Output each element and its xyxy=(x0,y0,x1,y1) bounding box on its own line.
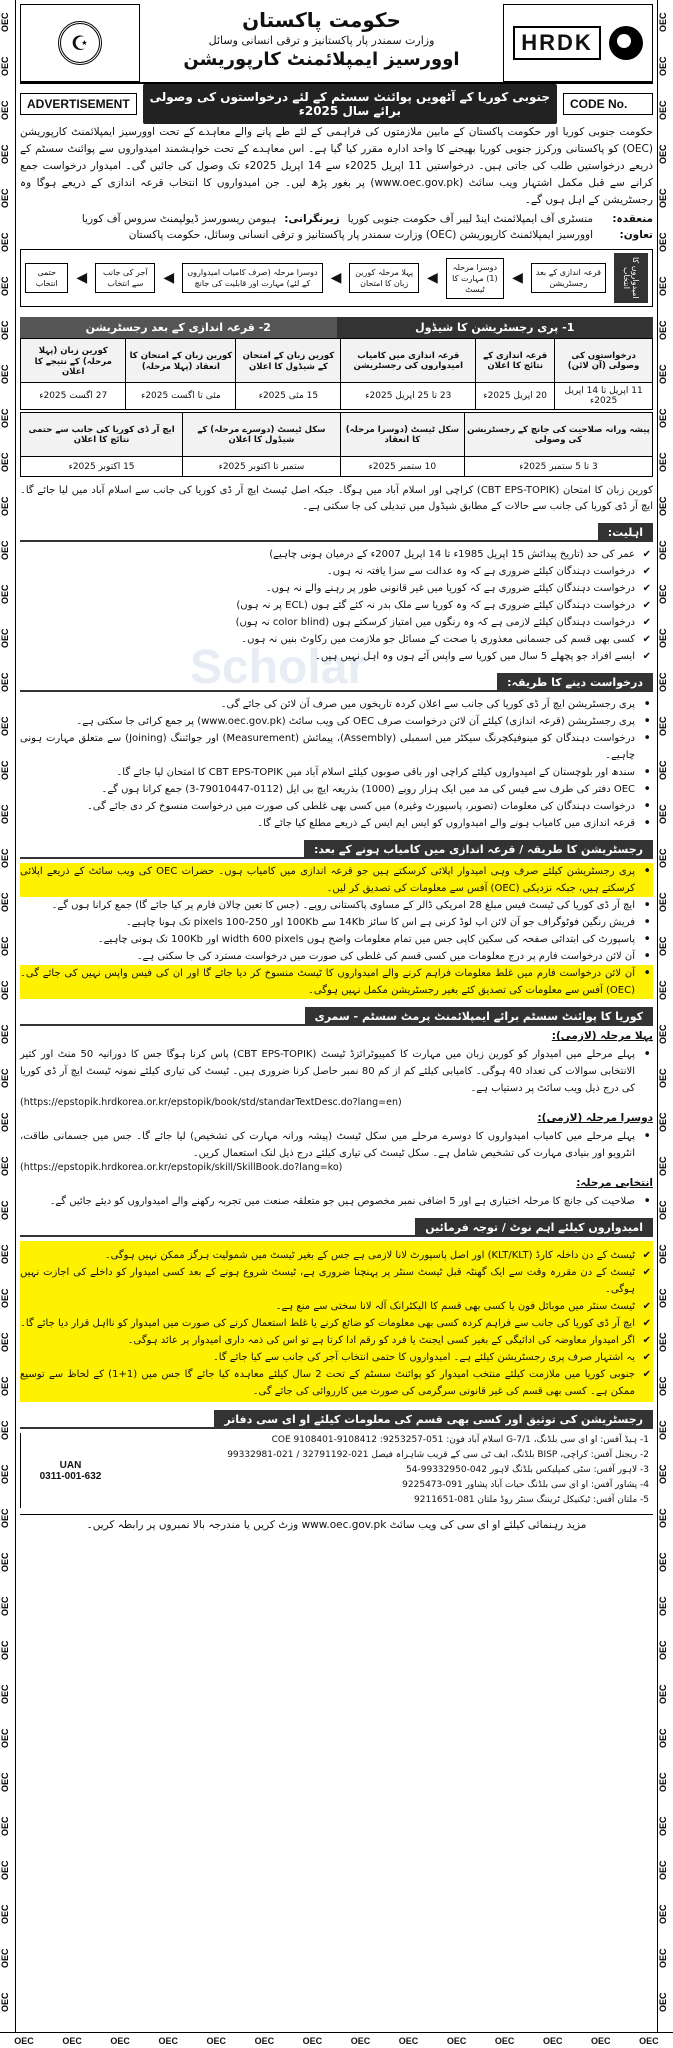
oec-border-label: OEC xyxy=(658,1904,668,1924)
oec-border-label: OEC xyxy=(0,496,10,516)
oec-border-label: OEC xyxy=(658,1376,668,1396)
flow-step: پہلا مرحلہ کورین زبان کا امتحان xyxy=(349,263,419,293)
oec-border-label: OEC xyxy=(658,1420,668,1440)
section-title: کوریا کا پوائنٹ سسٹم برائے ایمپلائمنٹ پرمٹ سسٹم - سمری xyxy=(305,1007,653,1026)
table-cell: 10 ستمبر 2025ء xyxy=(340,457,464,477)
oec-border-label: OEC xyxy=(0,760,10,780)
oec-border-label: OEC xyxy=(398,2035,419,2046)
oec-border-label: OEC xyxy=(302,2035,323,2046)
section-title: رجسٹریشن کا طریقہ / قرعہ اندازی میں کامیاب ہونے کے بعد: xyxy=(304,840,653,859)
section-offices xyxy=(20,1410,653,1429)
table-cell: 11 اپریل تا 14 اپریل 2025ء xyxy=(555,383,653,410)
ministry-name: وزارت سمندر پار پاکستانیز و ترقی انسانی وسائل xyxy=(208,34,435,47)
intro-text: حکومت جنوبی کوریا اور حکومت پاکستان کے مابین ملازمتوں کی فراہمی کے لئے طے پانے والے معاہدے کے تحت اوورسیز ایمپلائمنٹ کارپوریشن (OEC) کو پاکستانی ورکرز جنوبی کوریا بھیجنے کا واحد ادارہ مقرر کیا گیا ہے۔ اس معاہدے کے تحت خواہشمند امیدواروں سے پوائنٹ سسٹم کے ذریعے درخواستیں طلب کی جاتی ہیں۔ درخواستیں 11 اپریل 2025ء سے 14 اپریل 2025ء تک وصول کی جائیں گی۔ امیدوار درخواست جمع کرانے سے قبل مکمل اشتہار ویب سائٹ xyxy=(20,126,654,189)
oec-border-label: OEC xyxy=(0,1112,10,1132)
list-item: • صلاحیت کی جانچ کا مرحلہ اختیاری ہے اور 5 اضافی نمبر مخصوص ہیں جو متعلقہ صنعت میں تجربہ رکھنے والے امیدواروں کو دیئے جائیں گے۔ xyxy=(20,1193,653,1210)
oec-border-label: OEC xyxy=(658,320,668,340)
intro-url-link[interactable]: www.oec.gov.pk xyxy=(374,177,460,189)
offices-block xyxy=(20,1433,653,1508)
table-cell: 23 تا 25 اپریل 2025ء xyxy=(341,383,476,410)
oec-border-label: OEC xyxy=(0,1464,10,1484)
table-row xyxy=(21,383,653,410)
important-list xyxy=(20,1247,653,1400)
list-item: ✔ ٹیسٹ سنٹر میں موبائل فون یا کسی بھی قسم کا الیکٹرانک آلہ لانا سختی سے منع ہے۔ xyxy=(20,1298,653,1315)
list-item: ✔ اگر امیدوار معاوضہ کی ادائیگی کے بغیر کسی ایجنٹ یا فرد کو رقم ادا کرتا ہے تو اس کی ذمہ داری امیدوار پر عائد ہوگی۔ xyxy=(20,1332,653,1349)
oec-border-label: OEC xyxy=(0,892,10,912)
list-item: • پری رجسٹریشن (قرعہ اندازی) کیلئے آن لائن درخواست صرف OEC کی ویب سائٹ (www.oec.gov.pk) پر جمع کرائی جا سکتی ہے۔ xyxy=(20,713,653,730)
oec-border-label: OEC xyxy=(658,936,668,956)
list-item: ✔ درخواست دہندگان کیلئے لازمی ہے کہ وہ رنگوں میں امتیاز کرسکتے ہوں (color blind نہ ہوں) xyxy=(20,614,653,631)
flow-step: آجر کی جانب سے انتخاب xyxy=(95,263,155,293)
uan-label: UAN xyxy=(59,1459,82,1471)
section-eligibility xyxy=(20,523,653,542)
watermark: Scholar xyxy=(190,641,367,694)
section-permit-summary xyxy=(20,1007,653,1026)
schedule-table-1 xyxy=(20,338,653,410)
oec-border-label: OEC xyxy=(0,1552,10,1572)
flow-step: حتمی انتخاب xyxy=(25,263,68,293)
oec-border-label: OEC xyxy=(0,1860,10,1880)
gov-title: حکومت پاکستان xyxy=(242,8,401,32)
list-item: • قرعہ اندازی میں کامیاب ہونے والے امیدواروں کو ایس ایم ایس کے ذریعے مطلع کیا جائے گا۔ xyxy=(20,815,653,832)
header-titles xyxy=(140,4,503,82)
oec-border-label: OEC xyxy=(658,276,668,296)
list-item: ✔ کسی بھی قسم کی جسمانی معذوری یا صحت کے مسائل جو ملازمت میں رکاوٹ بنیں نہ ہوں۔ xyxy=(20,631,653,648)
hrdk-circle-icon xyxy=(609,26,643,60)
oec-border-label: OEC xyxy=(0,12,10,32)
oec-border-label: OEC xyxy=(494,2035,515,2046)
table-header-cell: قرعہ اندازی کے نتائج کا اعلان xyxy=(476,339,555,383)
info-value-2: ہیومن ریسورسز ڈیولپمنٹ سروس آف کوریا xyxy=(81,213,277,225)
oec-border-label: OEC xyxy=(658,1112,668,1132)
flow-side-label: امیدواروں کا انتخاب xyxy=(614,253,648,303)
oec-border-right xyxy=(657,0,673,2048)
phase1-url-link[interactable]: (https://epstopik.hrdkorea.or.kr/epstopik/book/std/standarTextDesc.do?lang=en) xyxy=(20,1097,402,1108)
list-item: ✔ ٹیسٹ کے دن داخلہ کارڈ (KLT/KLT) اور اصل پاسپورٹ لانا لازمی ہے جس کے بغیر ٹیسٹ میں شمولیت ہرگز ممکن نہیں ہوگی۔ xyxy=(20,1247,653,1264)
list-item: ✔ جنوبی کوریا میں ملازمت کیلئے منتخب امیدوار کو پوائنٹ سسٹم کے تحت 2 سال کیلئے معاہدہ کیا جائے گا جس میں (1+1) کے لحاظ سے توسیع ممکن ہے۔ کسی بھی قسم کی غیر قانونی سرگرمی کی صورت میں کارروائی کی جائے گی۔ xyxy=(20,1366,653,1400)
oec-border-label: OEC xyxy=(0,1948,10,1968)
phase1-title: پہلا مرحلہ (لازمی): xyxy=(551,1030,653,1042)
oec-border-label: OEC xyxy=(0,276,10,296)
list-item: • OEC دفتر کی طرف سے فیس کی مد میں ایک ہزار روپے (1000) بذریعہ ایچ بی ایل (0112-79010447-3) جمع کرانا ہوں گے۔ xyxy=(20,781,653,798)
oec-border-label: OEC xyxy=(0,408,10,428)
pakistan-emblem-icon: ☪ xyxy=(58,21,102,65)
list-item: • آن لائن درخواست فارم میں غلط معلومات فراہم کرنے والے امیدواروں کا ٹیسٹ منسوخ کر دیا جائے گا اور ان کی فیس واپس نہیں کی جائے گی۔ (OEC) آفس سے معلومات کی تصدیق کئے بغیر رجسٹریشن مکمل نہیں ہوگی۔ xyxy=(20,965,653,999)
list-item: • پری رجسٹریشن کیلئے صرف وہی امیدوار اپلائی کرسکتے ہیں جو قرعہ اندازی میں کامیاب ہوں۔ حضرات OEC کی ویب سائٹ کے ذریعے اپلائی کرسکتے ہیں، جبکہ نزدیکی (OEC) آفس سے معلومات کی تصدیق کر لیں۔ xyxy=(20,863,653,897)
oec-border-label: OEC xyxy=(658,1552,668,1572)
table-header-cell: کورین زبان کے امتحان کا انعقاد (پہلا مرحلہ) xyxy=(126,339,236,383)
arrow-left-icon: ◀ xyxy=(163,270,175,286)
phase1-list xyxy=(20,1046,653,1097)
oec-border-label: OEC xyxy=(14,2035,34,2046)
oec-border-label: OEC xyxy=(658,1816,668,1836)
oec-border-label: OEC xyxy=(0,1376,10,1396)
apply-list xyxy=(20,696,653,832)
oec-border-label: OEC xyxy=(0,1772,10,1792)
table-cell: 15 مئی 2025ء xyxy=(236,383,341,410)
oec-border-label: OEC xyxy=(658,1772,668,1792)
footer-line: مزید رہنمائی کیلئے او ای سی کی ویب سائٹ www.oec.gov.pk وزٹ کریں یا مندرجہ بالا نمبروں پر رابطہ کریں۔ xyxy=(20,1514,653,1531)
uan-box xyxy=(20,1433,120,1508)
table-header-cell: ایچ آر ڈی کوریا کی جانب سے حتمی نتائج کا اعلان xyxy=(21,413,183,457)
flow-step: دوسرا مرحلہ (صرف کامیاب امیدواروں کے لئے) مہارت اور قابلیت کی جانچ xyxy=(182,263,322,293)
list-item: • ایچ آر ڈی کوریا کی ٹیسٹ فیس مبلغ 28 امریکی ڈالر کے مساوی پاکستانی روپے۔ (جس کا تعین چالان فارم پر کیا جائے گا) جمع کرانا ہوں گے۔ xyxy=(20,897,653,914)
info-line-1 xyxy=(20,213,653,225)
oec-border-label: OEC xyxy=(542,2035,563,2046)
advert-row xyxy=(20,90,653,118)
list-item: • درخواست دہندگان کی معلومات (تصویر، پاسپورٹ وغیرہ) میں کسی بھی غلطی کی صورت میں درخواست منسوخ کر دی جائے گی۔ xyxy=(20,798,653,815)
arrow-left-icon: ◀ xyxy=(426,270,438,286)
oec-border-label: OEC xyxy=(0,628,10,648)
schedule-header xyxy=(20,317,653,338)
info-label: تعاون: xyxy=(619,229,653,241)
oec-border-label: OEC xyxy=(0,1904,10,1924)
oec-border-label: OEC xyxy=(658,1508,668,1528)
oec-border-label: OEC xyxy=(0,1992,10,2012)
phase2-title: دوسرا مرحلہ (لازمی): xyxy=(537,1112,653,1124)
phase2-list xyxy=(20,1128,653,1162)
oec-border-label: OEC xyxy=(0,584,10,604)
table-header-row xyxy=(21,413,653,457)
section-title: اہلیت: xyxy=(598,523,653,542)
list-item: ✔ ایسے افراد جو پچھلے 5 سال میں کوریا سے واپس آئے ہوں وہ اہل نہیں ہیں۔ xyxy=(20,648,653,665)
list-item: • پہلے مرحلے میں کامیاب امیدواروں کا دوسرے مرحلے میں سکل ٹیسٹ (پیشہ ورانہ مہارت کی تشخیص) لیا جائے گا۔ جس میں جسمانی طاقت، انٹرویو اور بنیادی مہارت کی تشخیص شامل ہے۔ سکل ٹیسٹ کی تیاری کیلئے درج ذیل لنک استعمال کریں۔ xyxy=(20,1128,653,1162)
table-cell: مئی تا اگست 2025ء xyxy=(126,383,236,410)
info-label: منعقدہ: xyxy=(612,213,653,225)
oec-border-label: OEC xyxy=(658,1860,668,1880)
list-item: • پہلے مرحلے میں امیدوار کو کورین زبان میں مہارت کا کمپیوٹرائزڈ ٹیسٹ (CBT EPS-TOPIK) پاس کرنا ہوگا جس کا دورانیہ 50 منٹ اور کثیر الانتخابی سوالات کی تعداد 40 ہوگی۔ کامیابی کیلئے کم از کم 80 نمبر حاصل کرنا ضروری ہیں۔ ٹیسٹ کی تیاری کیلئے نمونہ ٹیسٹ ایچ آر ڈی کوریا کی درج ذیل ویب سائٹ پر دستیاب ہے۔ xyxy=(20,1046,653,1097)
schedule-note: کورین زبان کا امتحان (CBT EPS-TOPIK) کراچی اور اسلام آباد میں ہوگا۔ جبکہ اصل ٹیسٹ ایچ آر ڈی کوریا کی جانب سے اسلام آباد میں لیا جائے گا۔ ایچ آر ڈی کوریا کی جانب سے حالات کے مطابق شیڈول میں تبدیلی کی جا سکتی ہے۔ xyxy=(20,485,653,512)
list-item: ✔ درخواست دہندگان کیلئے ضروری ہے کہ وہ کوریا سے ملک بدر نہ کئے گئے ہوں (ECL پر نہ ہوں) xyxy=(20,597,653,614)
list-item: • فریش رنگین فوٹوگراف جو آن لائن اپ لوڈ کرنی ہے اس کا سائز 14Kb سے 100Kb اور pixels 100-250 تک ہونا چاہیے۔ xyxy=(20,914,653,931)
section-title: امیدواروں کیلئے اہم نوٹ / توجہ فرمائیں xyxy=(415,1218,653,1237)
oec-border-label: OEC xyxy=(658,1728,668,1748)
oec-border-label: OEC xyxy=(658,1288,668,1308)
process-flow xyxy=(20,249,653,307)
hrdk-logo-box xyxy=(503,4,653,82)
table-header-cell: کورین زبان (پہلا مرحلہ) کے نتیجے کا اعلان xyxy=(21,339,126,383)
oec-border-label: OEC xyxy=(658,1200,668,1220)
oec-border-label: OEC xyxy=(658,364,668,384)
list-item: ✔ یہ اشتہار صرف پری رجسٹریشن کیلئے ہے۔ امیدواروں کا حتمی انتخاب آجر کی جانب سے کیا جائے گا۔ xyxy=(20,1349,653,1366)
oec-border-label: OEC xyxy=(0,1816,10,1836)
arrow-left-icon: ◀ xyxy=(512,270,523,286)
oec-border-label: OEC xyxy=(658,1640,668,1660)
oec-border-label: OEC xyxy=(658,1464,668,1484)
list-item: • سندھ اور بلوچستان کے امیدواروں کیلئے کراچی اور باقی صوبوں کیلئے اسلام آباد میں CBT EPS-TOPIK کا امتحان لیا جائے گا۔ xyxy=(20,764,653,781)
schedule-table-2 xyxy=(20,412,653,477)
oec-border-label: OEC xyxy=(350,2035,371,2046)
table-cell: 15 اکتوبر 2025ء xyxy=(21,457,183,477)
oec-border-label: OEC xyxy=(658,584,668,604)
table-header-cell: سکل ٹیسٹ (دوسرے مرحلہ) کے شیڈول کا اعلان xyxy=(183,413,341,457)
oec-border-label: OEC xyxy=(658,1068,668,1088)
oec-border-label: OEC xyxy=(0,1728,10,1748)
oec-border-label: OEC xyxy=(658,1992,668,2012)
code-label: CODE No. xyxy=(563,93,653,115)
oec-border-label: OEC xyxy=(658,760,668,780)
oec-border-label: OEC xyxy=(158,2035,178,2046)
oec-border-label: OEC xyxy=(0,1244,10,1264)
oec-border-label: OEC xyxy=(0,1068,10,1088)
table-header-row xyxy=(21,339,653,383)
list-item: • پاسپورٹ کی ابتدائی صفحہ کی سکین کاپی جس میں تمام معلومات واضح ہوں width 600 pixels اور 100Kb تک ہونی چاہیے۔ xyxy=(20,931,653,948)
section-apply xyxy=(20,673,653,692)
uan-number: 0311-001-632 xyxy=(39,1470,102,1482)
oec-border-label: OEC xyxy=(0,1640,10,1660)
schedule-head-pre-registration: 1- پری رجسٹریشن کا شیڈول xyxy=(337,317,654,338)
section-after-lottery xyxy=(20,840,653,859)
list-item: ✔ ایچ آر ڈی کوریا کی جانب سے فراہم کردہ کسی بھی معلومات کو ضائع کرنے یا غلط استعمال کرنے کی صورت میں امیدوار کو نااہل قرار دیا جائے گا۔ xyxy=(20,1315,653,1332)
oec-border-label: OEC xyxy=(0,144,10,164)
oec-border-label: OEC xyxy=(0,1288,10,1308)
section-title: رجسٹریشن کی توثیق اور کسی بھی قسم کی معلومات کیلئے او ای سی دفاتر xyxy=(214,1410,653,1429)
table-header-cell: درخواستوں کی وصولی (آن لائن) xyxy=(555,339,653,383)
advert-title: جنوبی کوریا کے آٹھویں پوائنٹ سسٹم کے لئے درخواستوں کی وصولی برائے سال 2025ء xyxy=(143,84,557,124)
oec-border-label: OEC xyxy=(658,672,668,692)
table-header-cell: سکل ٹیسٹ (دوسرا مرحلہ) کا انعقاد xyxy=(340,413,464,457)
oec-border-label: OEC xyxy=(658,540,668,560)
oec-border-label: OEC xyxy=(0,1420,10,1440)
oec-border-label: OEC xyxy=(0,320,10,340)
intro-paragraph: حکومت جنوبی کوریا اور حکومت پاکستان کے مابین ملازمتوں کی فراہمی کے لئے طے پانے والے معاہدے کے تحت اوورسیز ایمپلائمنٹ کارپوریشن (OEC) کو پاکستانی ورکرز جنوبی کوریا بھیجنے کا واحد ادارہ مقرر کیا گیا ہے۔ اس معاہدے کے تحت خواہشمند امیدواروں سے پوائنٹ سسٹم کے ذریعے درخواستیں طلب کی جاتی ہیں۔ درخواستیں 11 اپریل 2025ء سے 14 اپریل 2025ء تک وصول کی جائیں گی۔ امیدوار درخواست جمع کرانے سے قبل مکمل اشتہار ویب سائٹ (www.oec.gov.pk) پر بغور پڑھ لیں۔ جن امیدواروں کا انتخاب قرعہ اندازی کے ذریعے ہوگا وہ رجسٹریشن کے اہل ہوں گے۔ xyxy=(20,126,654,206)
gov-emblem-box xyxy=(20,4,140,82)
list-item: ✔ ٹیسٹ کے دن مقررہ وقت سے ایک گھنٹہ قبل ٹیسٹ سنٹر پر پہنچنا ضروری ہے، ٹیسٹ شروع ہونے کے بعد کسی امیدوار کو داخلے کی اجازت نہیں ہوگی۔ xyxy=(20,1264,653,1298)
oec-border-label: OEC xyxy=(658,1156,668,1176)
oec-border-bottom xyxy=(0,2032,673,2048)
table-header-cell: قرعہ اندازی میں کامیاب امیدواروں کی رجسٹریشن xyxy=(341,339,476,383)
corporation-name: اوورسیز ایمپلائمنٹ کارپوریشن xyxy=(183,49,460,70)
list-item: • درخواست دہندگان کو مینوفیکچرنگ سیکٹر میں اسمبلی (Assembly)، پیمائش (Measurement) اور جوائننگ (Joining) سے متعلق مہارت ہونی چاہیے۔ xyxy=(20,730,653,764)
info-value: اوورسیز ایمپلائمنٹ کارپوریشن (OEC) وزارت سمندر پار پاکستانیز و ترقی انسانی وسائل، حکومت پاکستان xyxy=(128,229,593,241)
oec-border-label: OEC xyxy=(658,1948,668,1968)
oec-border-label: OEC xyxy=(658,496,668,516)
oec-border-label: OEC xyxy=(0,364,10,384)
oec-border-label: OEC xyxy=(658,452,668,472)
info-value: منسٹری آف ایمپلائمنٹ اینڈ لیبر آف حکومت جنوبی کوریا xyxy=(347,213,593,225)
oec-border-label: OEC xyxy=(0,188,10,208)
oec-border-label: OEC xyxy=(0,540,10,560)
list-item: 4- پشاور آفس: او ای سی بلڈنگ حیات آباد پشاور 091-9225473 xyxy=(402,1480,649,1490)
oec-border-label: OEC xyxy=(658,804,668,824)
oec-border-label: OEC xyxy=(639,2035,659,2046)
oec-border-label: OEC xyxy=(0,1684,10,1704)
list-item: ✔ درخواست دہندگان کیلئے ضروری ہے کہ وہ عدالت سے سزا یافتہ نہ ہوں۔ xyxy=(20,563,653,580)
oec-border-label: OEC xyxy=(591,2035,611,2046)
oec-border-label: OEC xyxy=(658,408,668,428)
oec-border-label: OEC xyxy=(658,848,668,868)
oec-border-label: OEC xyxy=(0,232,10,252)
list-item: ✔ درخواست دہندگان کیلئے ضروری ہے کہ کوریا میں غیر قانونی طور پر رہنے والے نہ ہوں۔ xyxy=(20,580,653,597)
oec-border-label: OEC xyxy=(110,2035,130,2046)
table-header-cell: پیشہ ورانہ صلاحیت کی جانچ کے رجسٹریشن کی وصولی xyxy=(464,413,652,457)
advert-label: ADVERTISEMENT xyxy=(20,93,137,115)
oec-border-label: OEC xyxy=(0,1024,10,1044)
eligibility-list xyxy=(20,546,653,665)
flow-step: قرعہ اندازی کے بعد رجسٹریشن xyxy=(531,263,606,293)
content xyxy=(20,4,653,1531)
table-row xyxy=(21,457,653,477)
list-item: 1- ہیڈ آفس: او ای سی بلڈنگ، G-7/1 اسلام آباد فون: 051-9253257: COE 9108401-9108412 xyxy=(271,1435,649,1445)
arrow-left-icon: ◀ xyxy=(76,270,88,286)
oec-border-label: OEC xyxy=(254,2035,275,2046)
list-item: • آن لائن درخواست فارم پر درج معلومات میں کسی قسم کی غلطی کی صورت میں درخواست مسترد کی جا سکتی ہے۔ xyxy=(20,948,653,965)
header xyxy=(20,4,653,84)
oec-border-label: OEC xyxy=(658,980,668,1000)
section-title: درخواست دینے کا طریقہ: xyxy=(497,673,653,692)
info-label-2: زیرنگرانی: xyxy=(284,213,340,225)
list-item: ✔ عمر کی حد (تاریخ پیدائش 15 اپریل 1985ء تا 14 اپریل 2007ء کے درمیان ہونی چاہیے) xyxy=(20,546,653,563)
oec-border-label: OEC xyxy=(658,1596,668,1616)
oec-border-label: OEC xyxy=(658,1244,668,1264)
phase3-list xyxy=(20,1193,653,1210)
oec-border-label: OEC xyxy=(0,980,10,1000)
oec-border-label: OEC xyxy=(658,892,668,912)
oec-border-label: OEC xyxy=(0,452,10,472)
list-item: 5- ملتان آفس: ٹیکنیکل ٹریننگ سنٹر روڈ ملتان 081-9211651 xyxy=(414,1495,649,1505)
oec-border-label: OEC xyxy=(658,1024,668,1044)
oec-border-label: OEC xyxy=(0,1156,10,1176)
flow-step: دوسرا مرحلہ (1) مہارت کا ٹیسٹ xyxy=(446,258,504,299)
oec-border-label: OEC xyxy=(0,672,10,692)
important-box xyxy=(20,1241,653,1402)
table-cell: 20 اپریل 2025ء xyxy=(476,383,555,410)
info-line-2 xyxy=(20,229,653,241)
oec-border-left xyxy=(0,0,16,2048)
oec-border-label: OEC xyxy=(0,848,10,868)
phase3-title: انتخابی مرحلہ: xyxy=(576,1177,653,1189)
oec-border-label: OEC xyxy=(658,100,668,120)
phase2-url-link[interactable]: (https://epstopik.hrdkorea.or.kr/epstopik/skill/SkillBook.do?lang=ko) xyxy=(20,1162,343,1173)
oec-border-label: OEC xyxy=(658,232,668,252)
oec-border-label: OEC xyxy=(658,144,668,164)
oec-border-label: OEC xyxy=(0,56,10,76)
hrdk-logo: HRDK xyxy=(513,26,601,60)
oec-border-label: OEC xyxy=(62,2035,82,2046)
schedule-head-post-lottery: 2- قرعہ اندازی کے بعد رجسٹریشن xyxy=(20,317,337,338)
oec-border-label: OEC xyxy=(0,716,10,736)
oec-border-label: OEC xyxy=(0,100,10,120)
oec-border-label: OEC xyxy=(658,1332,668,1352)
oec-border-label: OEC xyxy=(206,2035,227,2046)
oec-border-label: OEC xyxy=(0,1200,10,1220)
intro-end-text: پر بغور پڑھ لیں۔ جن امیدواروں کا انتخاب قرعہ اندازی کے ذریعے ہوگا وہ رجسٹریشن کے اہل ہوں گے۔ xyxy=(20,177,653,206)
table-cell: 3 تا 5 ستمبر 2025ء xyxy=(464,457,652,477)
oec-border-label: OEC xyxy=(658,716,668,736)
oec-border-label: OEC xyxy=(0,1332,10,1352)
list-item: 3- لاہور آفس: سٹی کمپلیکس بلڈنگ لاہور 042-99332950-54 xyxy=(406,1465,649,1475)
after-lottery-list xyxy=(20,863,653,999)
table-header-cell: کورین زبان کے امتحان کے شیڈول کا اعلان xyxy=(236,339,341,383)
oec-border-label: OEC xyxy=(658,1684,668,1704)
oec-border-label: OEC xyxy=(0,804,10,824)
oec-border-label: OEC xyxy=(0,1596,10,1616)
section-important xyxy=(20,1218,653,1237)
oec-border-label: OEC xyxy=(658,56,668,76)
oec-border-label: OEC xyxy=(0,1508,10,1528)
oec-border-label: OEC xyxy=(658,12,668,32)
oec-border-label: OEC xyxy=(658,188,668,208)
table-cell: 27 اگست 2025ء xyxy=(21,383,126,410)
offices-list xyxy=(120,1433,653,1508)
table-cell: ستمبر تا اکتوبر 2025ء xyxy=(183,457,341,477)
list-item: • پری رجسٹریشن ایچ آر ڈی کوریا کی جانب سے اعلان کردہ تاریخوں میں صرف آن لائن کی جائے گی۔ xyxy=(20,696,653,713)
oec-border-label: OEC xyxy=(446,2035,467,2046)
list-item: 2- ریجنل آفس: کراچی، BISP بلڈنگ، ایف ٹی سی کے قریب شاہراہ فیصل 021-32791192 / 021-99332981 xyxy=(227,1450,649,1460)
arrow-left-icon: ◀ xyxy=(330,270,342,286)
oec-border-label: OEC xyxy=(0,936,10,956)
oec-border-label: OEC xyxy=(658,628,668,648)
